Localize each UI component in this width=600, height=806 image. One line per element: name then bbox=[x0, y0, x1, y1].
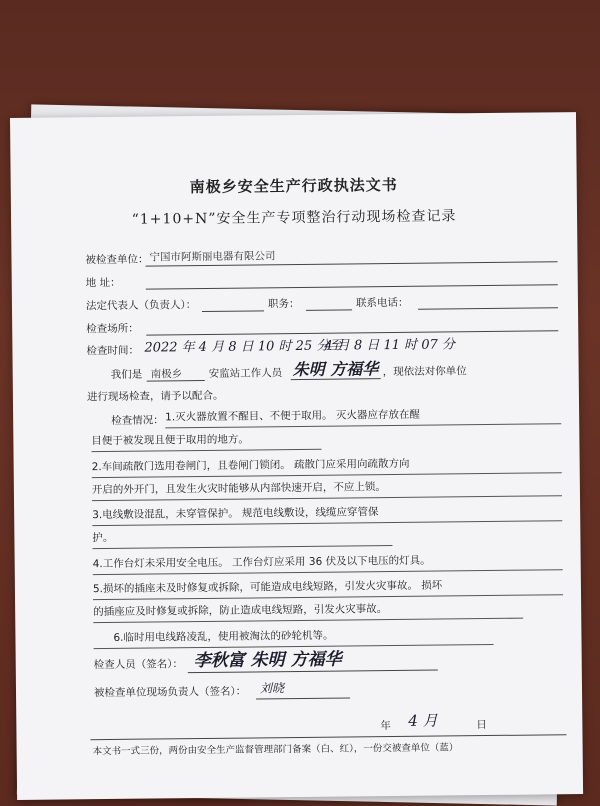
date-year-label: 年 bbox=[380, 720, 391, 733]
document-title: 南极乡安全生产行政执法文书 bbox=[189, 175, 398, 197]
inspection-place-label: 检查场所： bbox=[86, 322, 139, 336]
responsible-signature-label: 被检查单位现场负责人（签名）： bbox=[93, 685, 247, 700]
legal-representative-label: 法定代表人（负责人）： bbox=[85, 299, 197, 313]
situation-line-4: 开启的外开门，且发生火灾时能够从内部快速开启，不应上锁。 bbox=[91, 481, 386, 497]
date-month: 4 月 bbox=[408, 711, 438, 730]
inspected-unit-label: 被检查单位： bbox=[85, 253, 149, 267]
intro-legal-notice: ，现依法对你单位 bbox=[382, 365, 467, 379]
inspected-unit-value: 宁国市阿斯丽电器有限公司 bbox=[149, 250, 276, 264]
document-subtitle: “1+10+N”安全生产专项整治行动现场检查记录 bbox=[131, 208, 457, 228]
situation-label: 检查情况： bbox=[111, 414, 164, 427]
situation-line-6: 护。 bbox=[92, 531, 114, 545]
situation-line-5: 3.电线敷设混乱，未穿管保护。 规范电线敷设，线缆应穿管保 bbox=[92, 506, 379, 522]
phone-line bbox=[418, 307, 558, 309]
address-label: 地 址： bbox=[85, 276, 121, 290]
intro-staff-signatures: 朱明 方福华 bbox=[292, 359, 379, 380]
inspector-signature-label: 检查人员（签名）： bbox=[93, 658, 184, 672]
intro-cooperate: 进行现场检查，请予以配合。 bbox=[86, 389, 224, 404]
responsible-signature: 刘晓 bbox=[259, 681, 285, 696]
legal-representative-line bbox=[202, 310, 264, 312]
situation-line-10: 6.临时用电线路凌乱，使用被淘汰的砂轮机等。 bbox=[113, 629, 334, 644]
intro-township: 南极乡 bbox=[150, 368, 183, 381]
address-line bbox=[146, 284, 558, 289]
situation-line-9: 的插座应及时修复或拆除，防止造成电线短路，引发火灾事故。 bbox=[93, 603, 388, 619]
situation-line-3: 2.车间疏散门选用卷闸门，且卷闸门锁闭。 疏散门应采用向疏散方向 bbox=[91, 457, 410, 474]
intro-township-line bbox=[147, 380, 205, 382]
intro-staff-line bbox=[291, 378, 381, 380]
intro-we-are: 我们是 bbox=[110, 368, 143, 381]
inspection-time-end: 4 月 8 日 11 时 07 分 bbox=[324, 337, 456, 354]
phone-label: 联系电话： bbox=[355, 296, 409, 310]
situation-line-8: 5.损坏的插座未及时修复或拆除，可能造成电线短路，引发火灾事故。 损坏 bbox=[92, 579, 443, 596]
situation-rule-6 bbox=[93, 545, 393, 549]
situation-line-2: 目便于被发现且便于取用的地方。 bbox=[91, 433, 249, 448]
date-day-label: 日 bbox=[476, 719, 487, 732]
position-line bbox=[306, 309, 352, 310]
inspection-document bbox=[10, 112, 583, 800]
situation-line-1: 1.灭火器放置不醒目、不便于取用。 灭火器应存放在醒 bbox=[165, 408, 421, 424]
inspection-time-label: 检查时间： bbox=[86, 344, 140, 358]
situation-line-7: 4.工作台灯未采用安全电压。 工作台灯应采用 36 伏及以下电压的灯具。 bbox=[92, 554, 431, 571]
inspection-time-start: 2022 年 4 月 8 日 10 时 25 分至 bbox=[144, 338, 343, 356]
intro-staff-label: 安监站工作人员 bbox=[208, 367, 283, 380]
position-label: 职务： bbox=[267, 297, 300, 311]
inspector-signatures: 李秋富 朱明 方福华 bbox=[193, 649, 342, 672]
footer-rule bbox=[91, 734, 567, 740]
footer-note: 本文书一式三份，两份由安全生产监督管理部门备案（白、红），一份交被查单位（蓝） bbox=[92, 742, 459, 758]
responsible-signature-line bbox=[256, 697, 350, 699]
